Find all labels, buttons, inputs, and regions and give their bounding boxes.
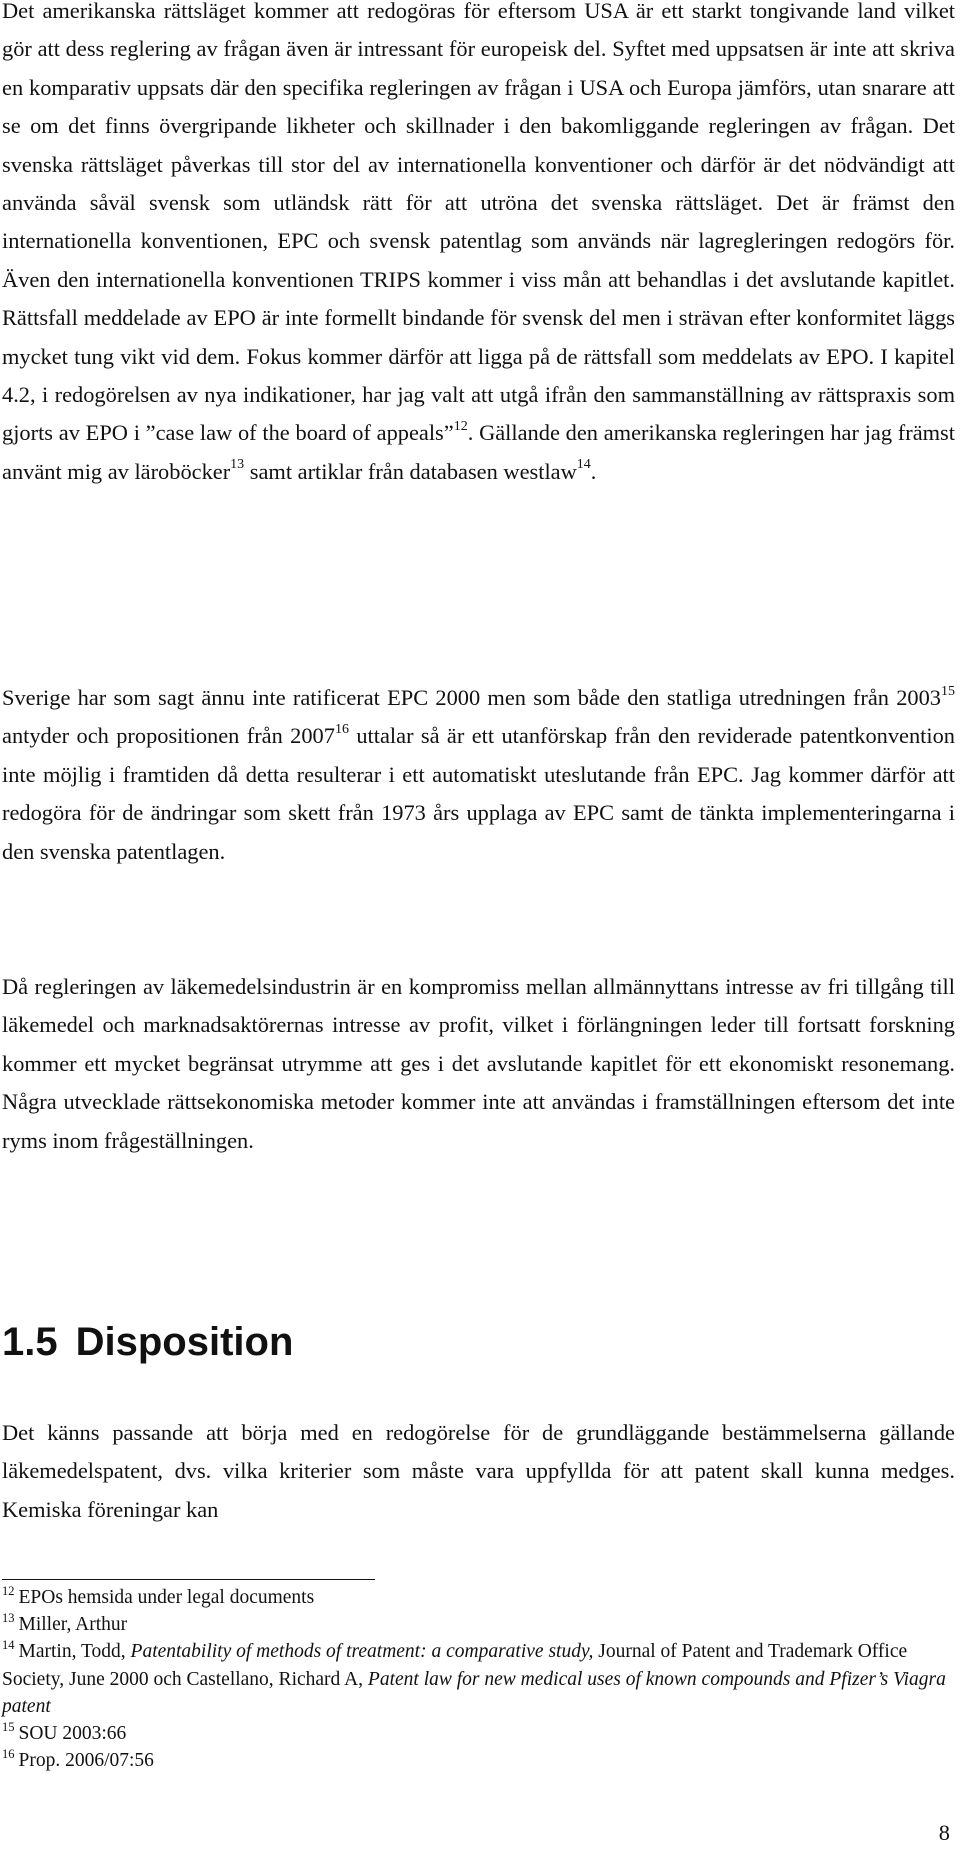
page-number: 8 xyxy=(938,1820,950,1845)
section-heading xyxy=(2,1318,293,1366)
footnote-number: 15 xyxy=(2,1719,15,1734)
footnote-reference[interactable]: 14 xyxy=(576,457,591,473)
footnote-reference[interactable]: 12 xyxy=(453,419,468,434)
footnote-separator xyxy=(2,1579,375,1580)
footnote-text: SOU 2003:66 xyxy=(18,1723,127,1745)
paragraph-method-sources xyxy=(2,0,955,491)
footnotes xyxy=(2,1584,955,1774)
footnote-number: 13 xyxy=(2,1610,15,1625)
paragraph-economic-reasoning xyxy=(2,968,955,1160)
paragraph-text: Det känns passande att börja med en redogörelse för de grundläggande bestämmelserna gällande läkemedelspatent, dvs. vilka kriterier som måste vara uppfyllda för att patent skall kunna medges. Kemiska föreningar kan xyxy=(2,1420,955,1522)
footnote-item xyxy=(2,1611,955,1638)
footnote-text: Prop. 2006/07:56 xyxy=(18,1750,154,1772)
paragraph-text: . xyxy=(590,458,597,484)
footnote-number: 16 xyxy=(2,1746,15,1761)
footnote-article-title: Patentability of methods of treatment: a comparative study, xyxy=(130,1641,594,1663)
footnote-text: Miller, Arthur xyxy=(18,1614,128,1636)
footnote-article-title: Patent law for new medical uses of known compounds and Pfizer’s Viagra patent xyxy=(2,1668,946,1717)
footnote-reference[interactable]: 13 xyxy=(230,457,245,473)
footnote-item xyxy=(2,1747,955,1774)
footnote-text: EPOs hemsida under legal documents xyxy=(18,1587,315,1608)
paragraph-text: antyder och propositionen från 2007 xyxy=(2,723,335,749)
paragraph-text: Sverige har som sagt ännu inte ratificerat EPC 2000 men som både den statliga utredningen från 2003 xyxy=(2,685,941,710)
paragraph-text: Det amerikanska rättsläget kommer att redogöras för eftersom USA är ett starkt tongivande land vilket gör att dess reglering av frågan även är intressant för europeisk del. Syftet med uppsatsen är inte att skriva en komparativ uppsats där den specifika regleringen av frågan i USA och Europa jämförs, utan snarare att se om det finns övergripande likheter och skillnader i den bakomliggande regleringen av frågan. Det svenska rättsläget påverkas till stor del av internationella konventioner och därför är det nödvändigt att använda såväl svensk som utländsk rätt för att utröna det svenska rättsläget. Det är främst den internationella konventionen, EPC och svensk patentlag som används när lagregleringen redogörs för. Även den internationella konventionen TRIPS kommer i viss mån att behandlas i det avslutande kapitlet. Rättsfall meddelade av EPO är inte formellt bindande för svensk del men i strävan efter konformitet läggs mycket tung vikt vid dem. Fokus kommer därför att ligga på de rättsfall som meddelats av EPO. I kapitel 4.2, i redogörelsen av nya indikationer, har jag valt att utgå ifrån den sammanställning av rättspraxis som gjorts av EPO i ”case law of the board of appeals” xyxy=(2,0,955,446)
paragraph-epc-2000 xyxy=(2,679,955,871)
footnote-number: 12 xyxy=(2,1583,15,1598)
paragraph-text: uttalar så är ett utanförskap från den reviderade patentkonvention inte möjlig i framtiden då detta resulterar i ett automatiskt uteslutande från EPC. Jag kommer därför att redogöra för de ändringar som skett från 1973 års upplaga av EPC samt de tänkta implementeringarna i den svenska patentlagen. xyxy=(2,723,955,864)
paragraph-text: samt artiklar från databasen westlaw xyxy=(244,458,577,484)
footnote-number: 14 xyxy=(2,1637,15,1652)
footnote-reference[interactable]: 15 xyxy=(941,683,955,699)
paragraph-text: . Gällande den amerikanska regleringen har jag främst använt mig av läroböcker xyxy=(2,420,955,484)
section-number: 1.5 xyxy=(2,1320,58,1364)
paragraph-text: Då regleringen av läkemedelsindustrin är en kompromiss mellan allmännyttans intresse av fri tillgång till läkemedel och marknadsaktörernas intresse av profit, vilket i förlängningen leder till fortsatt forskning kommer ett mycket begränsat utrymme att ges i det avslutande kapitlet för ett ekonomiskt resonemang. Några utvecklade rättsekonomiska metoder kommer inte att användas i framställningen eftersom det inte ryms inom frågeställningen. xyxy=(2,974,955,1153)
footnote-item xyxy=(2,1720,955,1747)
footnote-item xyxy=(2,1584,955,1611)
footnote-item xyxy=(2,1638,955,1720)
section-title: Disposition xyxy=(75,1320,294,1364)
footnote-text: Martin, Todd, xyxy=(18,1641,131,1663)
footnote-text: Journal of Patent and Trademark Office Society, June 2000 och Castellano, Richard A, xyxy=(2,1641,908,1690)
paragraph-disposition xyxy=(2,1414,955,1529)
footnote-reference[interactable]: 16 xyxy=(334,721,349,737)
